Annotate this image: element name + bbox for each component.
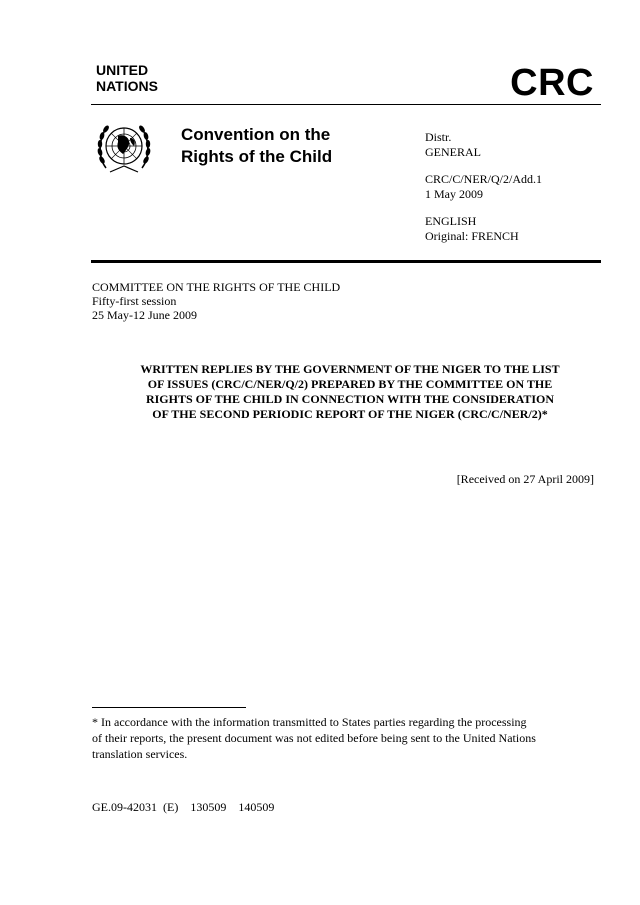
footnote-divider	[92, 707, 246, 708]
document-code: CRC	[510, 62, 594, 104]
distribution-block	[425, 130, 542, 256]
header-divider	[91, 104, 601, 105]
footnote	[92, 714, 582, 762]
received-date: [Received on 27 April 2009]	[456, 472, 594, 486]
committee-session: Fifty-first session	[92, 294, 177, 308]
document-date: 1 May 2009	[425, 187, 483, 201]
document-symbol: CRC/C/NER/Q/2/Add.1	[425, 172, 543, 186]
distr-general: GENERAL	[425, 145, 481, 159]
footnote-line-3: translation services.	[92, 747, 188, 761]
organization-name	[96, 62, 158, 94]
heading-line-2: OF ISSUES (CRC/C/NER/Q/2) PREPARED BY THE COMMITTEE ON THE	[147, 377, 553, 391]
document-heading	[110, 362, 590, 422]
heading-line-4: OF THE SECOND PERIODIC REPORT OF THE NIGER (CRC/C/NER/2)*	[152, 407, 548, 421]
footnote-line-1: * In accordance with the information transmitted to States parties regarding the processing	[92, 715, 527, 729]
org-line-2: NATIONS	[96, 78, 158, 94]
document-language: ENGLISH	[425, 214, 477, 228]
un-emblem-icon	[96, 116, 152, 178]
committee-block	[92, 280, 340, 322]
committee-name: COMMITTEE ON THE RIGHTS OF THE CHILD	[92, 280, 341, 294]
convention-title	[181, 124, 332, 168]
heading-line-3: RIGHTS OF THE CHILD IN CONNECTION WITH THE CONSIDERATION	[145, 392, 555, 406]
header-bottom-rule	[91, 260, 601, 263]
document-reference: GE.09-42031 (E) 130509 140509	[92, 800, 275, 814]
convention-title-line-2: Rights of the Child	[181, 147, 333, 166]
convention-title-line-1: Convention on the	[181, 125, 331, 144]
committee-dates: 25 May-12 June 2009	[92, 308, 197, 322]
footnote-line-2: of their reports, the present document was not edited before being sent to the United Nations	[92, 731, 536, 745]
org-line-1: UNITED	[96, 62, 149, 78]
original-language: Original: FRENCH	[425, 229, 519, 243]
heading-line-1: WRITTEN REPLIES BY THE GOVERNMENT OF THE NIGER TO THE LIST	[140, 362, 560, 376]
distr-label: Distr.	[425, 130, 452, 144]
